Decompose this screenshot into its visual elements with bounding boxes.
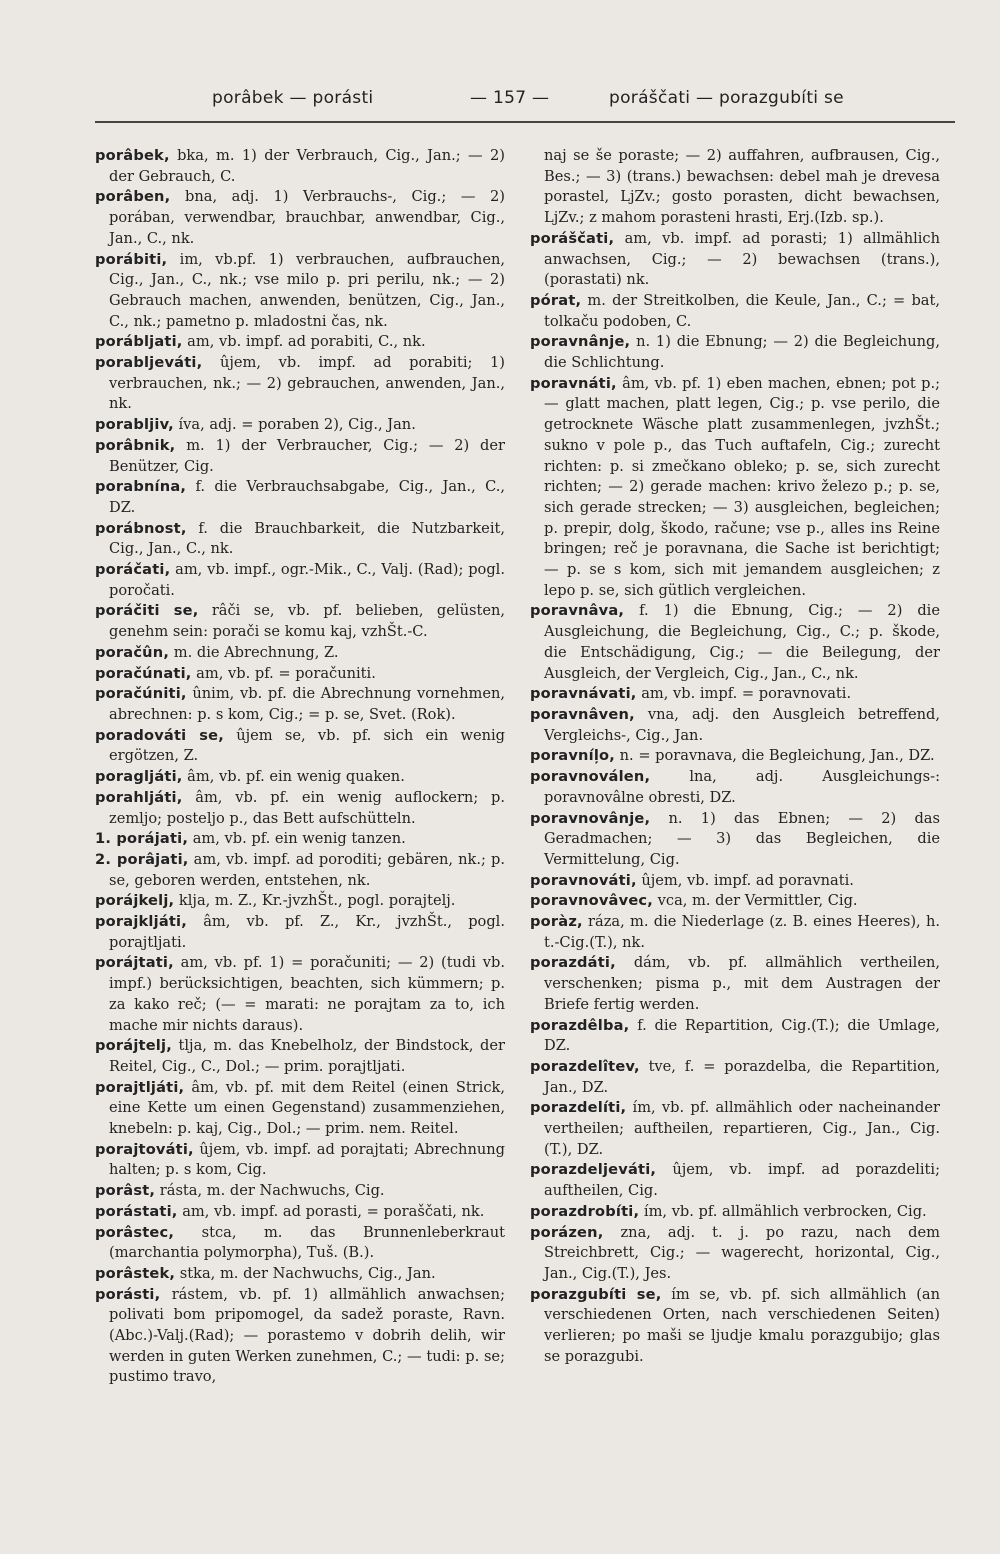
entry-definition: am, vb. pf. ein wenig tanzen.	[188, 830, 406, 848]
entry-headword: poravnovânje,	[530, 809, 651, 827]
dictionary-entry	[530, 1057, 940, 1098]
entry-headword: poráščati,	[530, 229, 615, 247]
entry-definition: am, vb. impf. ad porasti, = poraščati, nk.	[177, 1202, 485, 1220]
entry-definition: vna, adj. den Ausgleich betreffend, Vergleichs-, Cig., Jan.	[544, 705, 940, 744]
entry-definition: ûjem, vb. impf. ad porajtati; Abrechnung halten; p. s kom, Cig.	[109, 1140, 505, 1179]
entry-headword: pórat,	[530, 291, 582, 309]
entry-headword: poràz,	[530, 913, 583, 931]
dictionary-entry	[95, 891, 505, 912]
entry-definition: âm, vb. pf. Z., Kr., jvzhŠt., pogl. porajtljati.	[109, 913, 505, 951]
dictionary-entry	[530, 1160, 940, 1201]
entry-definition: râči se, vb. pf. belieben, gelüsten, genehm sein: porači se komu kaj, vzhŠt.-C.	[109, 602, 505, 641]
entry-headword: porabljiv,	[95, 416, 174, 434]
dictionary-entry	[530, 871, 940, 892]
dictionary-entry	[95, 415, 505, 436]
entry-headword: porazdelíti,	[530, 1099, 627, 1117]
dictionary-entry	[95, 250, 505, 333]
dictionary-entry	[95, 1181, 505, 1202]
entry-headword: poračúniti,	[95, 685, 187, 703]
dictionary-entry	[530, 809, 940, 871]
dictionary-entry	[530, 891, 940, 912]
entry-headword: porazdelîtev,	[530, 1057, 640, 1075]
entry-definition: stca, m. das Brunnenleberkraut (marchantia polymorpha), Tuš. (B.).	[109, 1223, 505, 1262]
entry-definition: m. 1) der Verbraucher, Cig.; — 2) der Benützer, Cig.	[109, 436, 505, 475]
entry-headword: porâbnik,	[95, 436, 176, 454]
dictionary-entry	[530, 1202, 940, 1223]
dictionary-entry	[95, 788, 505, 829]
dictionary-entry	[95, 187, 505, 249]
entry-definition: f. 1) die Ebnung, Cig.; — 2) die Ausgleichung, die Begleichung, Cig., C.; p. škode, die Entschädigung, Cig.; — die Beilegung, der Ausgleich, der Vergleich, Cig., Jan., C., nk.	[544, 602, 940, 682]
dictionary-entry	[95, 519, 505, 560]
entry-headword: porábiti,	[95, 250, 168, 268]
dictionary-entry	[530, 1016, 940, 1057]
dictionary-entry	[95, 1036, 505, 1077]
entry-headword: porâstec,	[95, 1223, 175, 1241]
dictionary-entry	[95, 436, 505, 477]
dictionary-entry	[530, 332, 940, 373]
entry-headword: 2. porâjati,	[95, 850, 189, 868]
entry-definition: vca, m. der Vermittler, Cig.	[653, 892, 858, 910]
entry-definition: n. 1) das Ebnen; — 2) das Geradmachen; — 3) das Begleichen, die Vermittelung, Cig.	[544, 809, 940, 868]
entry-definition: am, vb. impf., ogr.-Mik., C., Valj. (Rad); pogl. poročati.	[109, 561, 505, 599]
entry-definition: n. 1) die Ebnung; — 2) die Begleichung, die Schlichtung.	[544, 333, 940, 372]
dictionary-entry	[95, 664, 505, 685]
entry-definition: am, vb. impf. ad porasti; 1) allmählich anwachsen, Cig.; — 2) bewachsen (trans.), (porastati) nk.	[544, 229, 940, 289]
entry-headword: porâst,	[95, 1182, 156, 1200]
dictionary-entry	[530, 146, 940, 229]
entry-headword: porazdrobíti,	[530, 1202, 640, 1220]
dictionary-entry	[95, 1202, 505, 1223]
entry-definition: stka, m. der Nachwuchs, Cig., Jan.	[175, 1264, 436, 1282]
entry-headword: porásti,	[95, 1285, 161, 1303]
entry-headword: porájtati,	[95, 954, 174, 972]
entry-definition: am, vb. pf. = poračuniti.	[191, 664, 376, 682]
entry-headword: porázen,	[530, 1223, 604, 1241]
right-column	[530, 146, 940, 1367]
entry-definition: am, vb. pf. 1) = poračuniti; — 2) (tudi vb. impf.) berücksichtigen, beachten, sich kümmern; p. za kako reč; (— = marati: ne porajtam za to, ich mache mir nichts daraus).	[109, 954, 505, 1034]
dictionary-entry	[530, 1285, 940, 1368]
entry-definition: m. der Streitkolben, die Keule, Jan., C.; = bat, tolkaču podoben, C.	[544, 291, 940, 330]
dictionary-entry	[530, 1223, 940, 1285]
left-column	[95, 146, 505, 1388]
entry-headword: poravnânje,	[530, 333, 631, 351]
dictionary-entry	[95, 643, 505, 664]
entry-definition: f. die Brauchbarkeit, die Nutzbarkeit, Cig., Jan., C., nk.	[109, 519, 505, 558]
page-header	[0, 88, 1000, 116]
entry-headword: poračûn,	[95, 643, 170, 661]
entry-definition: am, vb. impf. = poravnovati.	[636, 685, 852, 703]
entry-headword: poravníl̦o,	[530, 747, 615, 765]
entry-headword: poravnovâvec,	[530, 892, 654, 910]
dictionary-entry	[95, 601, 505, 642]
entry-definition: im, vb.pf. 1) verbrauchen, aufbrauchen, Cig., Jan., C., nk.; vse milo p. pri perilu, nk.; — 2) Gebrauch machen, anwenden, benützen, Cig., Jan., C., nk.; pametno p. mladostni čas, nk.	[109, 250, 505, 330]
entry-headword: porájtelj,	[95, 1037, 172, 1055]
dictionary-entry	[95, 353, 505, 415]
dictionary-entry	[530, 374, 940, 602]
entry-definition: âm, vb. pf. 1) eben machen, ebnen; pot p.; — glatt machen, platt legen, Cig.; p. vse perilo, die getrocknete Wäsche platt zusammenlegen, jvzhŠt.; sukno v pole p., das Tuch auftafeln, Cig.; zurecht richten: p. si zmečkano obleko; p. se, sich zurecht richten; — 2) gerade machen: krivo železo p.; p. se, sich gerade strecken; — 3) ausgleichen, begleichen; p. prepir, dolg, škodo, račune; vse p., alles ins Reine bringen; reč je poravnana, die Sache ist berichtigt; — p. se s kom, sich mit jemandem ausgleichen; z lepo p. se, sich gütlich vergleichen.	[544, 374, 940, 599]
dictionary-entry	[530, 1098, 940, 1160]
dictionary-entry	[530, 767, 940, 808]
entry-headword: poravnâven,	[530, 705, 635, 723]
entry-definition: ûjem se, vb. pf. sich ein wenig ergötzen, Z.	[109, 726, 505, 765]
entry-headword: porabljeváti,	[95, 354, 203, 372]
entry-headword: porástati,	[95, 1202, 178, 1220]
entry-definition: am, vb. impf. ad porabiti, C., nk.	[182, 333, 426, 351]
entry-headword: porazdeljeváti,	[530, 1161, 657, 1179]
entry-headword: porazdêlba,	[530, 1016, 630, 1034]
entry-headword: poravnáti,	[530, 374, 617, 392]
entry-headword: poragljáti,	[95, 768, 183, 786]
entry-headword: porájkelj,	[95, 892, 175, 910]
entry-definition: lna, adj. Ausgleichungs-: poravnovâlne obresti, DZ.	[544, 768, 940, 806]
dictionary-entry	[95, 912, 505, 953]
dictionary-entry	[95, 953, 505, 1036]
entry-headword: porábnost,	[95, 519, 187, 537]
entry-headword: porajtljáti,	[95, 1078, 185, 1096]
entry-definition: f. die Verbrauchsabgabe, Cig., Jan., C., DZ.	[109, 478, 505, 516]
entry-definition: dám, vb. pf. allmählich vertheilen, verschenken; pisma p., mit dem Austragen der Briefe fertig werden.	[544, 954, 940, 1013]
entry-definition: ím, vb. pf. allmählich oder nacheinander vertheilen; auftheilen, repartieren, Cig., Jan., Cig.(T.), DZ.	[544, 1099, 940, 1158]
dictionary-entry	[95, 726, 505, 767]
entry-definition: am, vb. impf. ad poroditi; gebären, nk.; p. se, geboren werden, entstehen, nk.	[109, 850, 505, 889]
entry-definition: n. = poravnava, die Begleichung, Jan., DZ.	[615, 747, 935, 765]
dictionary-entry	[95, 1285, 505, 1389]
entry-headword: 1. porájati,	[95, 830, 189, 848]
entry-definition: ûnim, vb. pf. die Abrechnung vornehmen, abrechnen: p. s kom, Cig.; = p. se, Svet. (Rok).	[109, 685, 505, 723]
dictionary-entry	[530, 229, 940, 291]
dictionary-entry	[530, 705, 940, 746]
entry-headword: porâbek,	[95, 147, 170, 164]
entry-headword: porazdáti,	[530, 954, 616, 972]
entry-headword: porahljáti,	[95, 788, 183, 806]
dictionary-entry	[95, 560, 505, 601]
entry-definition: ûjem, vb. impf. ad porabiti; 1) verbrauchen, nk.; — 2) gebrauchen, anwenden, Jan., nk.	[109, 354, 505, 413]
entry-headword: porabnína,	[95, 478, 187, 496]
header-left-guide-words: porâbek — porásti	[212, 88, 374, 108]
dictionary-entry	[530, 684, 940, 705]
dictionary-entry	[530, 912, 940, 953]
entry-definition: rástem, vb. pf. 1) allmählich anwachsen; polivati bom pripomogel, da sadež poraste, Ravn.(Abc.)-Valj.(Rad); — porastemo v dobrih delih, wir werden in guten Werken zunehmen, C.; — tudi: p. se; pustimo travo,	[109, 1285, 505, 1386]
entry-headword: porâben,	[95, 188, 171, 206]
entry-headword: poravnâva,	[530, 602, 625, 620]
dictionary-entry	[95, 477, 505, 518]
entry-headword: porajtováti,	[95, 1140, 194, 1158]
dictionary-entry	[95, 767, 505, 788]
dictionary-entry	[530, 746, 940, 767]
entry-headword: porajkljáti,	[95, 913, 188, 931]
entry-definition: bka, m. 1) der Verbrauch, Cig., Jan.; — 2) der Gebrauch, C.	[109, 147, 505, 185]
entry-definition: zna, adj. t. j. po razu, nach dem Streichbrett, Cig.; — wagerecht, horizontal, Cig., Jan., Cig.(T.), Jes.	[544, 1223, 940, 1282]
entry-definition: ûjem, vb. impf. ad porazdeliti; auftheilen, Cig.	[544, 1161, 940, 1200]
dictionary-entry	[95, 1078, 505, 1140]
dictionary-entry	[95, 1140, 505, 1181]
entry-definition: íva, adj. = poraben 2), Cig., Jan.	[173, 416, 416, 434]
entry-headword: poradováti se,	[95, 726, 224, 744]
entry-definition: klja, m. Z., Kr.-jvzhŠt., pogl. porajtelj.	[174, 892, 456, 910]
entry-definition: bna, adj. 1) Verbrauchs-, Cig.; — 2) porában, verwendbar, brauchbar, anwendbar, Cig., Jan., C., nk.	[109, 188, 505, 247]
entry-definition: tve, f. = porazdelba, die Repartition, Jan., DZ.	[544, 1057, 940, 1096]
entry-headword: porábljati,	[95, 333, 183, 351]
entry-definition: m. die Abrechnung, Z.	[169, 643, 339, 661]
dictionary-entry	[95, 850, 505, 891]
entry-definition: ím, vb. pf. allmählich verbrocken, Cig.	[639, 1202, 927, 1220]
entry-headword: poravnávati,	[530, 685, 637, 703]
entry-headword: poračúnati,	[95, 664, 192, 682]
entry-definition: âm, vb. pf. mit dem Reitel (einen Strick, eine Kette um einen Gegenstand) zusammenziehen, knebeln: p. kaj, Cig., Dol.; — prim. nem. Reitel.	[109, 1078, 505, 1138]
dictionary-entry	[95, 332, 505, 353]
header-right-guide-words: poráščati — porazgubíti se	[609, 88, 844, 108]
dictionary-entry	[530, 953, 940, 1015]
dictionary-entry	[95, 1223, 505, 1264]
entry-headword: poráčiti se,	[95, 602, 199, 620]
entry-headword: poravnoválen,	[530, 768, 651, 786]
entry-definition: ím se, vb. pf. sich allmählich (an verschiedenen Orten, nach verschiedenen Seiten) verlieren; po maši se ljudje kmalu porazgubijo; glas se porazgubi.	[544, 1285, 941, 1365]
entry-definition: rásta, m. der Nachwuchs, Cig.	[155, 1182, 385, 1200]
header-rule	[95, 121, 955, 123]
dictionary-entry	[530, 291, 940, 332]
entry-headword: porâstek,	[95, 1264, 176, 1282]
entry-definition: âm, vb. pf. ein wenig auflockern; p. zemljo; posteljo p., das Bett aufschütteln.	[109, 788, 505, 827]
dictionary-entry	[95, 146, 505, 187]
entry-definition: ráza, m. die Niederlage (z. B. eines Heeres), h. t.-Cig.(T.), nk.	[544, 913, 940, 951]
page-number: — 157 —	[470, 88, 550, 108]
dictionary-entry	[530, 601, 940, 684]
dictionary-entry	[95, 829, 505, 850]
entry-definition: tlja, m. das Knebelholz, der Bindstock, der Reitel, Cig., C., Dol.; — prim. porajtljati.	[109, 1037, 505, 1075]
dictionary-entry	[95, 1264, 505, 1285]
entry-definition: naj se še poraste; — 2) auffahren, aufbrausen, Cig., Bes.; — 3) (trans.) bewachsen: debel mah je drevesa porastel, LjZv.; gosto porasten, dicht bewachsen, LjZv.; z mahom porasteni hrasti, Erj.(Izb. sp.).	[544, 147, 940, 227]
entry-headword: porazgubíti se,	[530, 1285, 662, 1303]
entry-headword: poravnováti,	[530, 871, 637, 889]
entry-definition: âm, vb. pf. ein wenig quaken.	[182, 768, 405, 786]
entry-headword: poráčati,	[95, 561, 171, 579]
entry-definition: f. die Repartition, Cig.(T.); die Umlage, DZ.	[544, 1016, 940, 1055]
entry-definition: ûjem, vb. impf. ad poravnati.	[636, 871, 854, 889]
dictionary-entry	[95, 684, 505, 725]
